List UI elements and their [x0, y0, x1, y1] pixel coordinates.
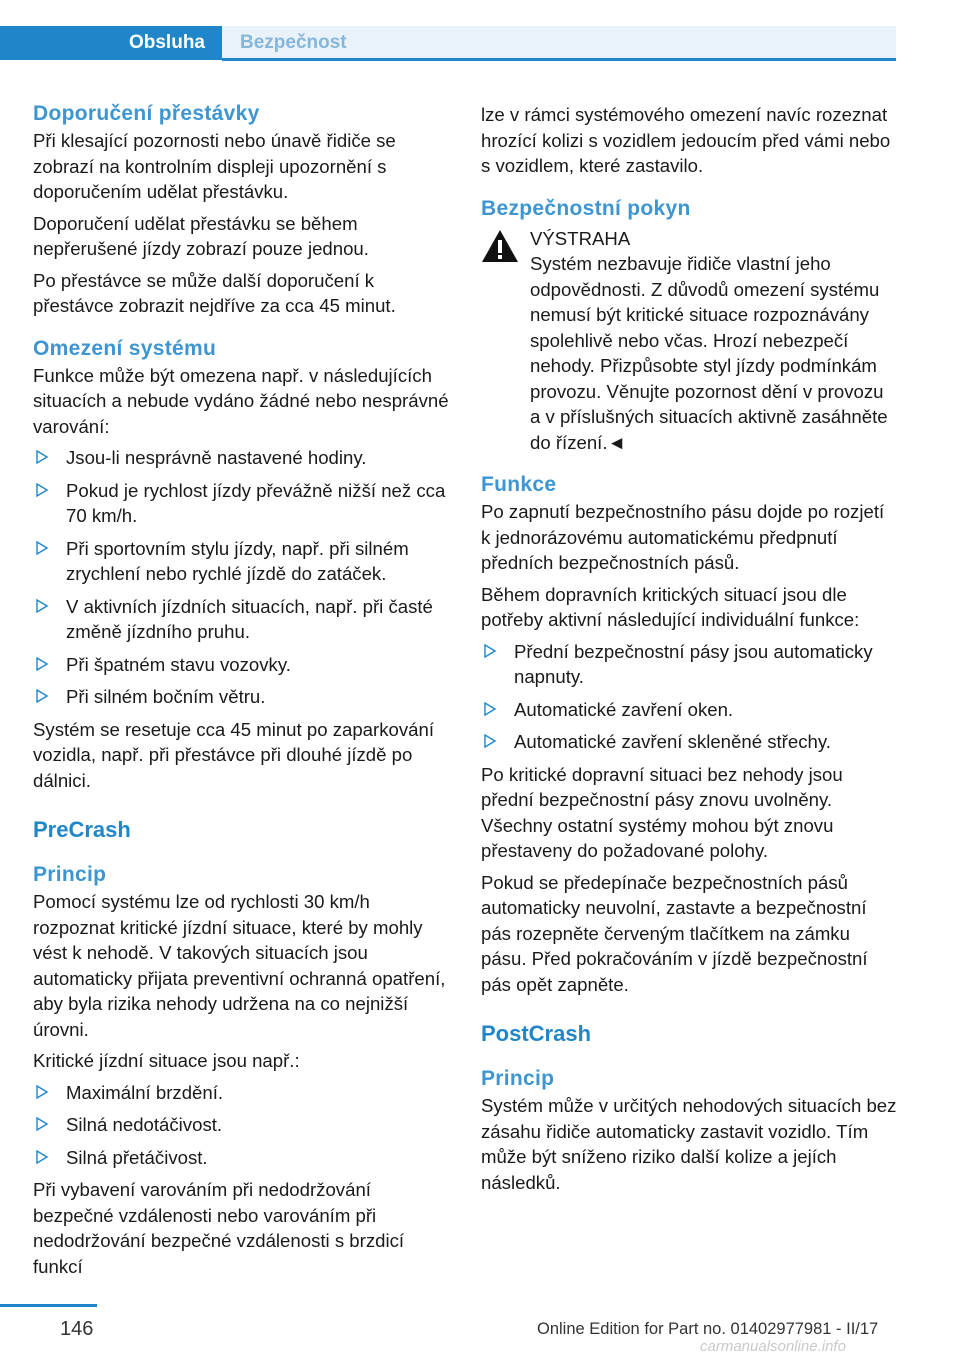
list-item: V aktivních jízdních situacích, např. při časté změně jízdního pruhu.: [33, 594, 449, 645]
section-title: Funkce: [481, 473, 557, 496]
section-title: Doporučení přestávky: [33, 102, 260, 125]
section-title: Bezpečnostní pokyn: [481, 196, 691, 220]
triangle-bullet-icon: [36, 1117, 48, 1131]
tab-bezpecnost[interactable]: Bezpečnost: [222, 26, 896, 60]
edition-text: Online Edition for Part no. 01402977981 - II/17: [537, 1320, 879, 1338]
right-column: [481, 102, 897, 1201]
header-tabs: [0, 26, 960, 60]
warning-box: [481, 226, 897, 456]
list-item: Silná přetáčivost.: [33, 1145, 449, 1171]
triangle-bullet-icon: [484, 734, 496, 748]
section-function: [481, 471, 897, 997]
list-item: Automatické zavření skleněné střechy.: [481, 729, 897, 755]
bullet-list: [481, 639, 897, 755]
triangle-bullet-icon: [484, 644, 496, 658]
triangle-bullet-icon: [36, 450, 48, 464]
paragraph: Po přestávce se může další doporučení k přestávce zobrazit nejdříve za cca 45 minut.: [33, 269, 396, 316]
list-item: Přední bezpečnostní pásy jsou automaticky napnuty.: [481, 639, 897, 690]
page-number: 146: [60, 1318, 94, 1340]
paragraph: Doporučení udělat přestávku se během nepřerušené jízdy zobrazí pouze jednou.: [33, 212, 369, 259]
triangle-bullet-icon: [36, 657, 48, 671]
warning-text: Systém nezbavuje řidiče vlastní jeho odpovědnosti. Z důvodů omezení systému nemusí být kritické situace rozpoznávány spolehlivě nebo včas. Hrozí nebezpečí nehody. Přizpůsobte styl jízdy podmínkám provozu. Věnujte pozornost dění v provozu a v příslušných situacích aktivně zasáhněte do řízení.◄: [530, 253, 888, 453]
footer-rule: [0, 1304, 97, 1307]
section-postcrash: [481, 1019, 897, 1195]
section-precrash: [33, 815, 449, 1279]
paragraph: Po zapnutí bezpečnostního pásu dojde po rozjetí k jednorázovému automatickému předpnutí předních bezpečnostních pásů.: [481, 501, 885, 573]
subsection-principle: [33, 861, 449, 1279]
section-title: Princip: [33, 863, 107, 886]
paragraph: Během dopravních kritických situací jsou dle potřeby aktivní následující individuální funkce:: [481, 583, 860, 630]
list-item: Pokud je rychlost jízdy převážně nižší než cca 70 km/h.: [33, 478, 449, 529]
list-item: Automatické zavření oken.: [481, 697, 897, 723]
watermark: carmanualsonline.info: [700, 1338, 846, 1355]
list-item: Maximální brzdění.: [33, 1080, 449, 1106]
subsection-principle: [481, 1065, 897, 1195]
section-break-recommendation: [33, 100, 449, 319]
section-safety-note: [481, 195, 897, 456]
list-item: Při špatném stavu vozovky.: [33, 652, 449, 678]
warning-triangle-icon: [481, 229, 519, 263]
list-item: Při silném bočním větru.: [33, 684, 449, 710]
bullet-list: [33, 1080, 449, 1171]
triangle-bullet-icon: [36, 599, 48, 613]
paragraph: Při vybavení varováním při nedodržování bezpečné vzdálenosti nebo varováním při nedodržování bezpečné vzdálenosti s brzdicí funkcí: [33, 1179, 405, 1277]
left-column: [33, 100, 449, 1285]
triangle-bullet-icon: [36, 541, 48, 555]
list-item: Jsou-li nesprávně nastavené hodiny.: [33, 445, 449, 471]
paragraph: Po kritické dopravní situaci bez nehody jsou přední bezpečnostní pásy znovu uvolněny. Všechny ostatní systémy mohou být znovu přestaveny do požadované polohy.: [481, 763, 843, 861]
section-system-limits: [33, 335, 449, 794]
paragraph: Pokud se předepínače bezpečnostních pásů automaticky neuvolní, zastavte a bezpečnostní pás rozepněte červeným tlačítkem na zámku pásu. Před pokračováním v jízdě bezpečnostní pás opět zapněte.: [481, 871, 868, 995]
list-item: Při sportovním stylu jízdy, např. při silném zrychlení nebo rychlé jízdě do zatáček.: [33, 536, 449, 587]
paragraph: Funkce může být omezena např. v následujících situacích a nebude vydáno žádné nebo nesprávné varování:: [33, 364, 449, 437]
triangle-bullet-icon: [36, 483, 48, 497]
list-item: Silná nedotáčivost.: [33, 1112, 449, 1138]
section-title: Omezení systému: [33, 336, 217, 360]
chapter-heading: PostCrash: [481, 1021, 592, 1046]
warning-label: VÝSTRAHA: [530, 227, 631, 249]
chapter-heading: PreCrash: [33, 817, 131, 842]
paragraph: Pomocí systému lze od rychlosti 30 km/h rozpoznat kritické jízdní situace, které by mohly vést k nehodě. V takových situacích jsou automaticky přijata preventivní ochranná opatření, aby byla rizika nehody udržena na co nejnižší úrovni.: [33, 891, 446, 1040]
paragraph: Systém se resetuje cca 45 minut po zaparkování vozidla, např. při přestávce při dlouhé jízdě po dálnici.: [33, 718, 435, 791]
bullet-list: [33, 445, 449, 710]
paragraph: Systém může v určitých nehodových situacích bez zásahu řidiče automaticky zastavit vozidlo. Tím může být sníženo riziko další kolize a jejích následků.: [481, 1095, 897, 1193]
tab-obsluha[interactable]: Obsluha: [0, 26, 222, 60]
triangle-bullet-icon: [36, 1150, 48, 1164]
section-title: Princip: [481, 1067, 555, 1090]
tab-underline: [222, 58, 896, 61]
paragraph: Při klesající pozornosti nebo únavě řidiče se zobrazí na kontrolním displeji upozornění s doporučením udělat přestávku.: [33, 130, 396, 202]
triangle-bullet-icon: [484, 702, 496, 716]
triangle-bullet-icon: [36, 1085, 48, 1099]
paragraph: Kritické jízdní situace jsou např.:: [33, 1050, 300, 1071]
paragraph: lze v rámci systémového omezení navíc rozeznat hrozící kolizi s vozidlem jedoucím před vámi nebo s vozidlem, které zastavilo.: [481, 104, 891, 176]
triangle-bullet-icon: [36, 689, 48, 703]
